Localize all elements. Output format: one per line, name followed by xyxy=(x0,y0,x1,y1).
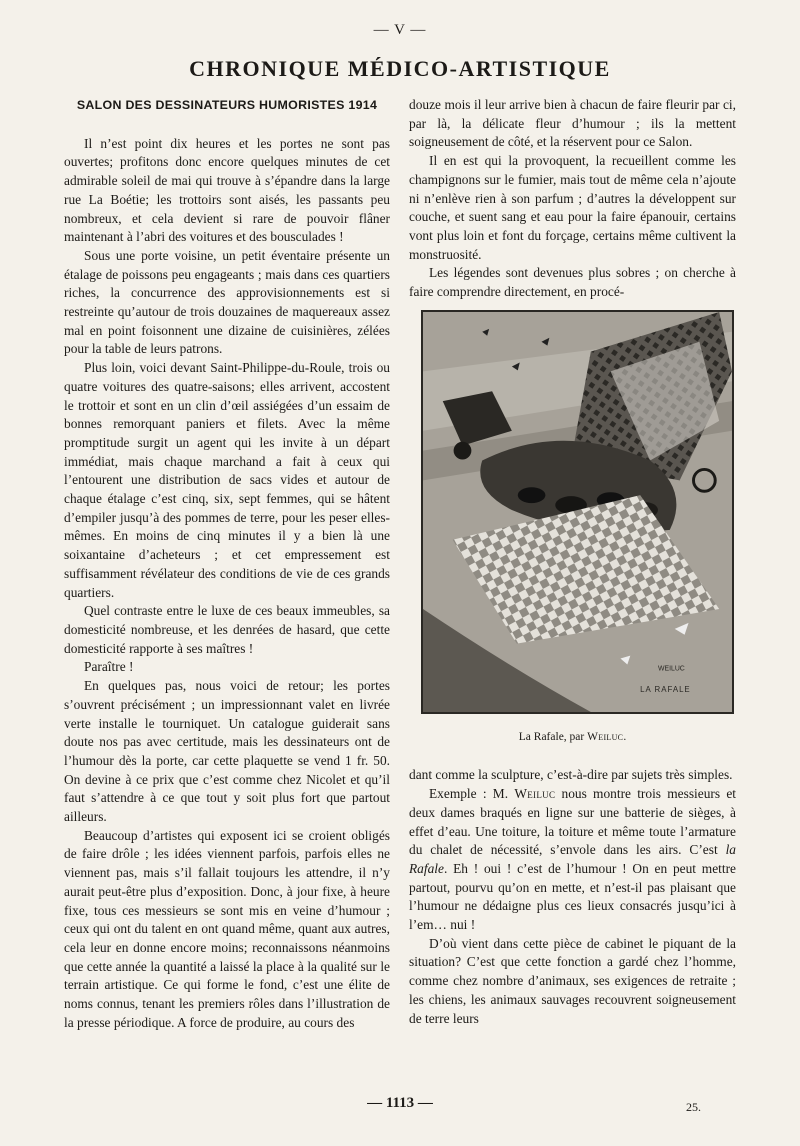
page-number: — 1113 — xyxy=(367,1095,433,1111)
left-column xyxy=(64,96,390,1032)
page-title: CHRONIQUE MÉDICO-ARTISTIQUE xyxy=(189,56,611,81)
paragraph: Plus loin, voici devant Saint-Philippe-du-Roule, trois ou quatre voitures des quatre-saisons; elles arrivent, accostent le trottoir et sont en un clin d’œil assiégées d’un essaim de bonnes remorquant paniers et filets. Avec la même promptitude surgit un agent qui les invite à un départ immédiat, mais chaque marchand a fait à ceux qui l’entourent une distribution de sacs vides et autour de chaque étalage c’est cinq, six, sept femmes, qui se hâtent d’empiler jusqu’à des pommes de terre, pour les peser elles-mêmes. En moins de cinq minutes il y a bien là une soixantaine d’acheteurs ; et cet empressement est suffisamment révélateur des conditions de vie de ces grands quartiers. xyxy=(64,360,390,600)
illustration-signature: WEILUC xyxy=(657,665,685,673)
paragraph: douze mois il leur arrive bien à chacun de faire fleurir par ci, par là, la délicate fleur d’humour ; ils la mettent soigneusement de côté, et la réservent pour ce Salon. xyxy=(409,97,736,150)
page-roman-numeral: — V — xyxy=(373,22,427,38)
paragraph: Paraître ! xyxy=(84,659,134,675)
caption-artist: Weiluc xyxy=(587,730,624,743)
paragraph: Quel contraste entre le luxe de ces beaux immeubles, sa domesticité nombreuse, et les denrées de hasard, que cette domesticité rapporte à ses maîtres ! xyxy=(64,603,390,656)
paragraph: D’où vient dans cette pièce de cabinet le piquant de la situation? C’est que cette fonction a gardé chez l’homme, comme chez nombre d’animaux, ses exigences de retraite ; les chiens, les animaux sauvages recouvrent soigneusement de terre leurs xyxy=(409,935,736,1026)
paragraph-exemple: Exemple : M. Weiluc nous montre trois messieurs et deux dames braqués en ligne sur une batterie de sièges, à effet d’eau. Une toiture, la toiture et même toute l’armature du chalet de nécessité, s’envole dans les airs. C’est la Rafale. Eh ! oui ! c’est de l’humour ! On en peut mettre partout, pourvu qu’on en mette, et n’est-il pas plaisant que l’humour ne dédaigne plus ces lieux consacrés jusqu’ici à l’em… nui ! xyxy=(409,786,736,933)
paragraph: En quelques pas, nous voici de retour; les portes s’ouvrent précisément ; un impressionnant valet en livrée verte installe le tourniquet. Un catalogue guiderait sans doute nos pas avec certitude, mais les dessinateurs ont de l’humour dès la porte, car cette plaquette se vend 1 fr. 50. On devine à ce prix que c’est comme chez Nicolet et qu’il faut s’attendre à ce que tout y soit plus fort que partout ailleurs. xyxy=(64,678,390,825)
figure-caption: La Rafale, par Weiluc. xyxy=(518,730,627,743)
paragraph: Sous une porte voisine, un petit éventaire présente un étalage de poissons peu engageants ; mais dans ces quartiers riches, la concurrence des approvisionnements est si restreinte qu’autour de trois douzaines de maquereaux assez mal en point foisonnent une dizaine de cuisinières, zélées pour la table de leurs patrons. xyxy=(64,247,390,357)
illustration-label: LA RAFALE xyxy=(640,684,691,694)
right-column xyxy=(409,96,736,1028)
paragraph: dant comme la sculpture, c’est-à-dire par sujets très simples. xyxy=(409,767,733,783)
paragraph: Beaucoup d’artistes qui exposent ici se croient obligés de faire drôle ; les idées viennent parfois, parfois elles ne viennent pas, mais s’il fallait toujours les attendre, il n’y aurait peut-être plus d’exposition. Donc, à jour fixe, à heure fixe, tous ces messieurs se sont mis en veine d’humour ; ceux qui ont du talent en ont quand même, quant aux autres, cela leur en donne encore moins; reconnaissons néanmoins que cette année la quantité a laissé la place à la qualité sur le terrain artistique. Ce qui forme le fond, c’est une élite de noms connus, tenant les premiers rôles dans l’illustration de la presse périodique. A force de produire, au cours des xyxy=(64,827,390,1030)
sheet-number: 25. xyxy=(686,1100,701,1114)
illustration-drawing xyxy=(423,312,732,712)
illustration-la-rafale xyxy=(421,310,734,714)
paragraph: Il n’est point dix heures et les portes ne sont pas ouvertes; profitons donc encore quelques minutes de cet admirable soleil de mai qui trouve à s’épandre dans la large rue La Boétie; les trottoirs sont aisés, les passants peu nombreux, et cela devient si rare de pouvoir flâner maintenant à l’abri des voitures et des bousculades ! xyxy=(64,135,390,245)
paragraph: Il en est qui la provoquent, la recueillent comme les champignons sur le fumier, mais tout de même cela n’ajoute ni n’enlève rien à son parfum ; d’autres la développent sur couche, et suent sang et eau pour la faire épanouir, certains vont plus loin et font du forçage, certains même cultivent la monstruosité. xyxy=(409,153,736,262)
article-heading: SALON DES DESSINATEURS HUMORISTES 1914 xyxy=(76,98,378,112)
paragraph: Les légendes sont devenues plus sobres ; on cherche à faire comprendre directement, en procé- xyxy=(409,265,736,300)
